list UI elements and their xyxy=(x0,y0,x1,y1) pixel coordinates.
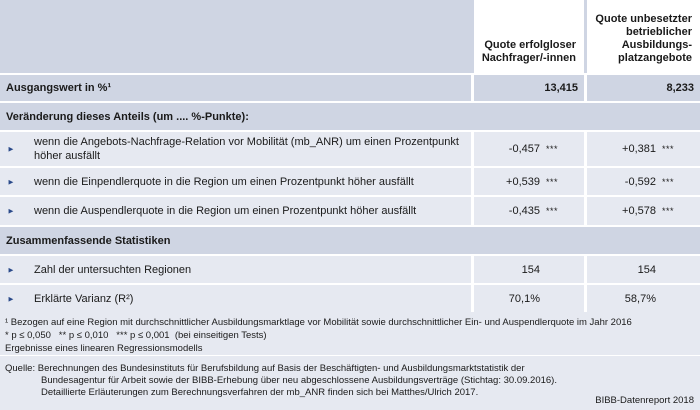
table-row xyxy=(0,168,700,195)
row-label: Zahl der untersuchten Regionen xyxy=(34,263,192,276)
row-label: Erklärte Varianz (R²) xyxy=(34,292,134,305)
triangle-right-icon: ► xyxy=(7,144,15,154)
header-col-unsuccessful-applicants xyxy=(474,0,584,73)
table-header xyxy=(0,0,700,73)
base-label: Ausgangswert in %¹ xyxy=(6,82,112,94)
source-line-2: Bundesagentur für Arbeit sowie der BIBB-Erhebung über neu abgeschlossene Ausbildungsverträge (Stichtag: 30.09.2016). xyxy=(41,375,557,386)
table-row xyxy=(0,285,700,312)
section-change-header xyxy=(0,103,700,130)
row-q2-value: 154 xyxy=(637,263,656,276)
row-q2-value: +0,381 xyxy=(622,143,656,155)
source-line-1: Quelle: Berechnungen des Bundesinstituts für Berufsbildung auf Basis der Beschäftigten- und Ausbildungsmarktstatistik der xyxy=(5,363,525,374)
row-q2-value: +0,578 xyxy=(622,205,656,217)
table-row xyxy=(0,197,700,225)
triangle-right-icon: ► xyxy=(7,294,15,303)
footnotes xyxy=(0,312,700,410)
header-col1-text: Quote erfolgloser Nachfrager/-innen xyxy=(481,39,576,64)
row-q1-significance: *** xyxy=(546,206,559,216)
row-q2-significance: *** xyxy=(662,144,675,154)
row-q1-significance: *** xyxy=(546,144,559,154)
row-q1-value: +0,539 xyxy=(506,175,540,188)
section-change-label: Veränderung dieses Anteils (um .... %-Punkte): xyxy=(6,110,249,123)
row-q1-value: -0,435 xyxy=(508,205,540,217)
base-q2: 8,233 xyxy=(666,82,694,94)
row-label: wenn die Auspendlerquote in die Region um einen Prozentpunkt höher ausfällt xyxy=(34,205,417,217)
row-q1-value: 154 xyxy=(521,263,540,276)
triangle-right-icon: ► xyxy=(7,265,15,274)
credit: BIBB-Datenreport 2018 xyxy=(595,395,694,406)
header-empty-cell xyxy=(0,0,471,73)
footnote-significance: * p ≤ 0,050 ** p ≤ 0,010 *** p ≤ 0,001 (bei einseitigen Tests) xyxy=(5,330,267,341)
source-line-3: Detaillierte Erläuterungen zum Berechnungsverfahren der mb_ANR finden sich bei Matthes/Ulrich 2017. xyxy=(41,387,479,398)
triangle-right-icon: ► xyxy=(7,177,15,186)
section-summary-header xyxy=(0,227,700,254)
table-row xyxy=(0,132,700,166)
base-q1: 13,415 xyxy=(544,82,578,94)
row-q1-value: -0,457 xyxy=(508,143,540,155)
row-label: wenn die Angebots-Nachfrage-Relation vor Mobilität (mb_ANR) um einen Prozentpunkt höher ausfällt xyxy=(34,136,459,162)
footnote-divider xyxy=(0,355,700,356)
row-q2-significance: *** xyxy=(662,206,675,216)
footnote-1: ¹ Bezogen auf eine Region mit durchschnittlicher Ausbildungsmarktlage vor Mobilität sowie durchschnittlicher Ein- und Auspendlerquote im Jahr 2016 xyxy=(5,317,632,328)
row-q2-value: -0,592 xyxy=(624,175,656,188)
table-row xyxy=(0,256,700,283)
row-q2-significance: *** xyxy=(662,176,675,187)
row-q1-value: 70,1% xyxy=(508,292,540,305)
row-q2-value: 58,7% xyxy=(624,292,656,305)
header-col2-text: Quote unbesetzter betrieblicher Ausbildungs-platzangebote xyxy=(595,13,692,64)
base-value-row xyxy=(0,75,700,101)
row-q1-significance: *** xyxy=(546,176,559,187)
header-col-vacant-positions xyxy=(587,0,700,73)
row-label: wenn die Einpendlerquote in die Region um einen Prozentpunkt höher ausfällt xyxy=(34,175,414,188)
section-summary-label: Zusammenfassende Statistiken xyxy=(6,234,171,247)
footnote-model: Ergebnisse eines linearen Regressionsmodells xyxy=(5,343,203,354)
triangle-right-icon: ► xyxy=(7,206,15,216)
